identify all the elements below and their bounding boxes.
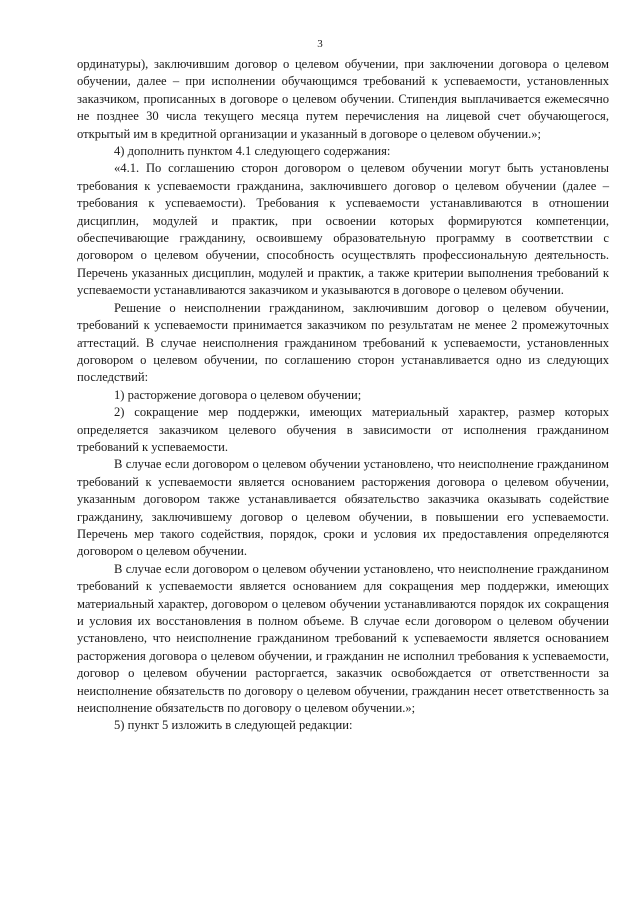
paragraph-amendment-5: 5) пункт 5 изложить в следующей редакции: xyxy=(114,718,353,733)
body-text xyxy=(77,56,609,735)
list-item-consequence-2: 2) сокращение мер поддержки, имеющих материальный характер, размер которых определяется заказчиком целевого обучения в зависимости от исполнения гражданином требований к успеваемости. xyxy=(77,405,609,454)
page-number: 3 xyxy=(317,38,323,50)
paragraph-decision: Решение о неисполнении гражданином, заключившим договор о целевом обучении, требований к успеваемости принимается заказчиком по результатам не менее 2 промежуточных аттестаций. В случае неисполнения гражданином требований к успеваемости, установленных договором о целевом обучении, по соглашению сторон устанавливается одно из следующих последствий: xyxy=(77,300,609,385)
paragraph-termination-case: В случае если договором о целевом обучении установлено, что неисполнение гражданином требований к успеваемости является основанием расторжения договора о целевом обучении, указанным договором также устанавливается обязательство заказчика оказывать содействие гражданину, заключившему договор о целевом обучении, в повышении его успеваемости. Перечень мер такого содействия, порядок, сроки и условия их предоставления определяются договором о целевом обучении. xyxy=(77,457,609,559)
paragraph-support-reduction-case: В случае если договором о целевом обучении установлено, что неисполнение гражданином требований к успеваемости является основанием для сокращения мер поддержки, имеющих материальный характер, договором о целевом обучении устанавливаются порядок их сокращения и условия их восстановления в полном объеме. В случае если договором о целевом обучении установлено, что неисполнение гражданином требований к успеваемости является основанием расторжения договора о целевом обучении, и гражданин не исполнил требования к успеваемости, договор о целевом обучении расторгается, заказчик освобождается от ответственности за неисполнение обязательств по договору о целевом обучении, гражданин несет ответственность за неисполнение обязательств по договору о целевом обучении.»; xyxy=(77,561,609,716)
list-item-consequence-1: 1) расторжение договора о целевом обучении; xyxy=(114,387,362,402)
paragraph-clause-4-1: «4.1. По соглашению сторон договором о целевом обучении могут быть установлены требования к успеваемости гражданина, заключившего договор о целевом обучении (далее – требования к успеваемости). Требования к успеваемости устанавливаются в отношении дисциплин, модулей и практик, при освоении которых формируются компетенции, обеспечивающие гражданину, освоившему образовательную программу в соответствии с договором о целевом обучении, способность осуществлять профессиональную деятельность. Перечень указанных дисциплин, модулей и практик, а также критерии выполнения требований к успеваемости устанавливаются заказчиком и указываются в договоре о целевом обучении. xyxy=(77,161,609,298)
paragraph-amendment-4: 4) дополнить пунктом 4.1 следующего содержания: xyxy=(114,144,391,159)
paragraph-continuation: ординатуры), заключившим договор о целевом обучении, при заключении договора о целевом обучении, далее – при исполнении обучающимся требований к успеваемости, установленных заказчиком, прописанных в договоре о целевом обучении. Стипендия выплачивается ежемесячно не позднее 30 числа текущего месяца путем перечисления на лицевой счет обучающегося, открытый им в кредитной организации и указанный в договоре о целевом обучении.»; xyxy=(77,57,609,141)
